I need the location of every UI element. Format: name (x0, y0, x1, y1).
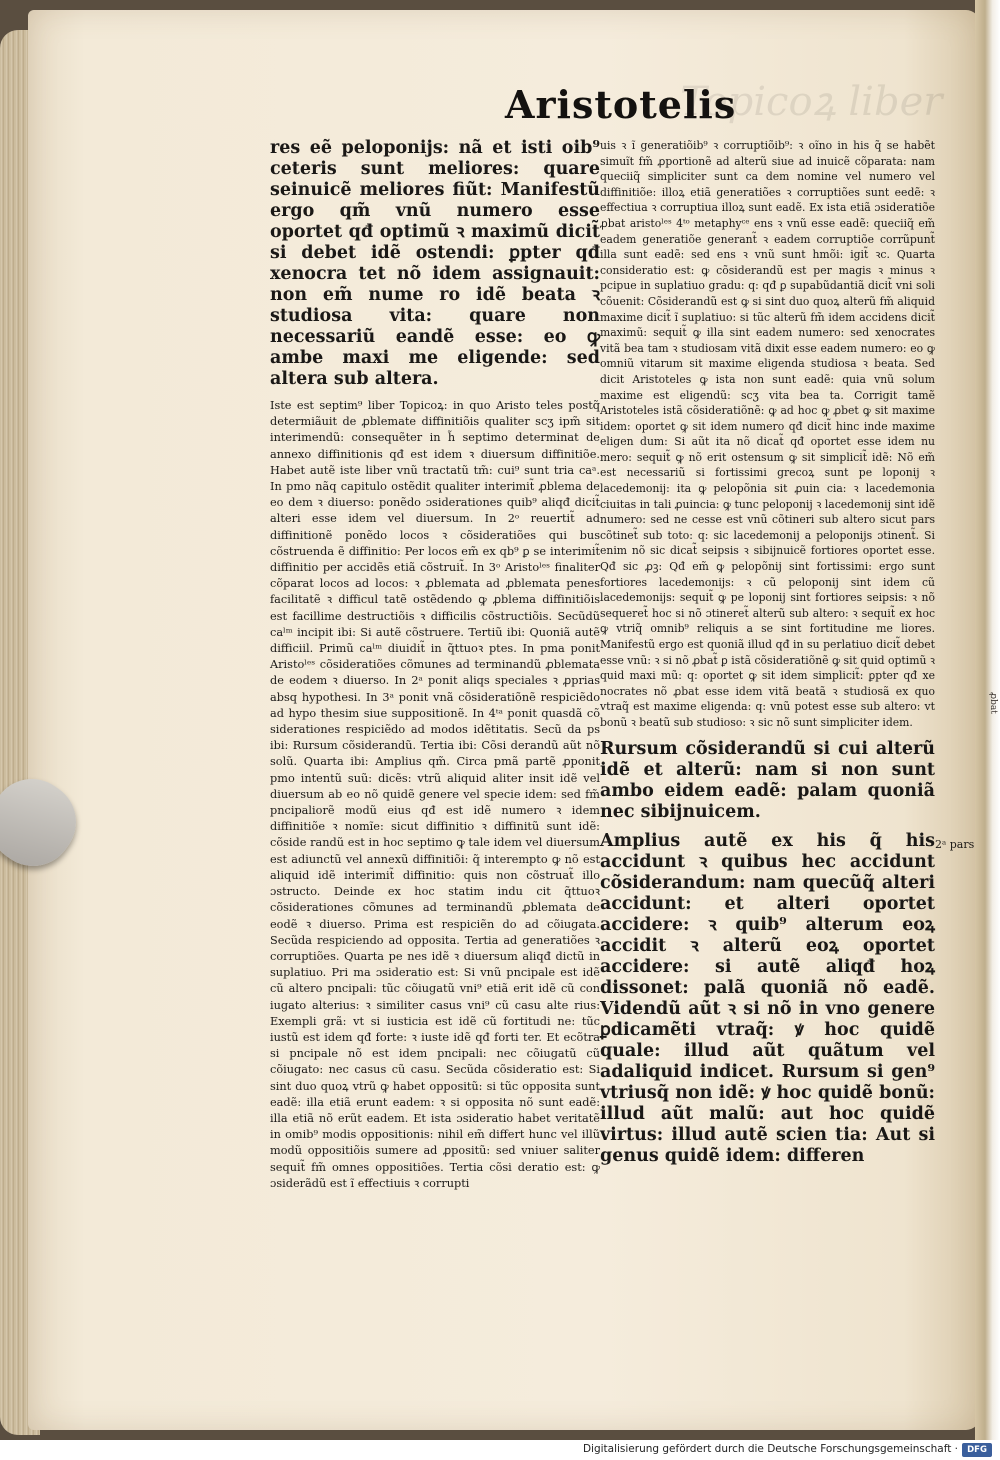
margin-fragment: ꝓbat (987, 692, 998, 714)
right-page-edge (975, 0, 1000, 1440)
show-through-text: Topicoꝝ liber (680, 79, 943, 125)
margin-note: 2ᵃ pars (935, 838, 975, 851)
left-column (270, 138, 600, 1200)
textus-paragraph: Amplius autẽ ex his q̃ his accidunt ꝛ quibus hec accidunt cõsiderandum: nam quecũq̃ alteri accidunt: et alteri oportet accidere: ꝛ quib⁹ alterum eoꝝ accidit ꝛ alterũ eoꝝ oportet accidere: si autẽ aliqđ hoꝝ dissonet: palã quoniã nõ eadẽ. Videndũ aũt ꝛ si nõ in vno genere ꝑdicamẽti vtraq̃: ꝟ hoc quidẽ quale: illud aũt quãtum vel adaliquid indicet. Rursum si gen⁹ vtriusq̃ non idẽ: ꝟ hoc quidẽ bonũ: illud aũt malũ: aut hoc quidẽ virtus: illud autẽ scien tia: Aut si genus quidẽ idem: differen (600, 830, 935, 1166)
funding-notice: Digitalisierung gefördert durch die Deutsche Forschungsgemeinschaft · (582, 1443, 958, 1455)
right-column (600, 138, 935, 1175)
commentary-paragraph: uis ꝛ ĩ generatiõib⁹ ꝛ corruptiõib⁹: ꝛ oĩno in his q̃ se habẽt simuĩt fm̃ ꝓportionẽ ad alterũ siue ad inuicẽ cõparata: nam queciiq̃ simpliciter sunt ca dem nomine vel numero vel diffinitiõe: illoꝝ etiã generatiões ꝛ corruptiões sunt eedẽ: ꝛ effectiua ꝛ corruptiua illoꝝ sunt eadẽ. Ex ista etiã ɔsideratiõe ꝓbat aristoˡᵉˢ 4ᵗᵒ metaphyᶜᵉ ens ꝛ vnũ esse eadẽ: queciiq̃ em̃ eadem generatiõe generant̃ ꝛ eadem corruptiõe corrũpunt̃ illa sunt eadẽ: sed ens ꝛ vnũ sunt hmõi: igit̃ ꝛc. Quarta consideratio est: ꝙ cõsiderandũ est per magis ꝛ minus ꝛ pcipue in suplatiuo gradu: q: qđ ꝑ supabũdantiã dicit̃ vni soli cõuenit: Cõsiderandũ est ꝙ si sint duo quoꝝ alterũ fm̃ aliquid maxime dicit̃ ĩ suplatiuo: si tũc alterũ fm̃ idem accidens dicit̃ maximũ: sequit̃ ꝙ illa sint eadem numero: sed xenocrates vitã bea tam ꝛ studiosam vitã dixit esse eadem numero: eo ꝙ omniũ vitarum sit maxime eligenda studiosa ꝛ beata. Sed dicit Aristoteles ꝙ ista non sunt eadẽ: quia vnũ solum maxime est eligendũ: scʒ vita bea ta. Corrigit tamẽ Aristoteles istã cõsideratiõnẽ: ꝙ ad hoc ꝙ ꝓbet ꝙ sit maxime idem: oportet ꝙ sit idem numero qđ dicit̃ hinc inde maxime eligen dum: Si aũt ita nõ dicat̃ qđ oportet esse idem nu mero: sequit̃ ꝙ nõ erit ostensum ꝙ sit simplicit̃ idẽ: Nõ em̃ est necessariũ si fortissimi grecoꝝ sunt pe loponij ꝛ lacedemonij: ita ꝙ pelopõnia sit ꝓuin cia: ꝛ lacedemonia ciuitas in tali ꝓuincia: ꝙ tunc peloponij ꝛ lacedemonij sint idẽ numero: sed ne cesse est vnũ cõtineri sub altero sicut pars cõtinet̃ sub toto: q: sic lacedemonij a peloponijs ɔtinent̃. Si enim nõ sic dicat̃ seipsis ꝛ sibijnuicẽ fortiores oportet esse. Qđ sic ꝓꝫ: Qđ em̃ ꝙ pelopõnij sint fortissimi: ergo sunt fortiores lacedemonijs: ꝛ cũ peloponij sint idem cũ lacedemonijs: sequit̃ ꝙ pe loponij sint fortiores seipsis: ꝛ nõ sequeret̃ hoc si nõ ɔtineret̃ alterũ sub altero: ꝛ sequit̃ ex hoc ꝙ vtriq̃ omnib⁹ reliquis a se sint fortitudine me liores. Manifestũ ergo est quoniã illud qđ in su perlatiuo dicit̃ debet esse vnũ: ꝛ si nõ ꝓbat̃ ꝑ istã cõsideratiõnẽ ꝙ sit quid optimũ ꝛ quid maxi mũ: q: oportet ꝙ sit idem simplicit̃: ꝑpter qđ xe nocrates nõ ꝓbat esse idem vitã beatã ꝛ studiosã ex quo vtraq̃ est maxime eligenda: q: vnũ potest esse sub altero: vt bonũ ꝛ beatũ sub studioso: ꝛ sic nõ sunt simpliciter idem. (600, 139, 935, 729)
footer (0, 1440, 1000, 1460)
running-head: Aristotelis (505, 82, 737, 127)
textus-paragraph: Rursum cõsiderandũ si cui alterũ idẽ et alterũ: nam si non sunt ambo eidem eadẽ: palam quoniã nec sibijnuicem. (600, 738, 935, 822)
dfg-logo: DFG (962, 1443, 992, 1457)
commentary-paragraph: Iste est septim⁹ liber Topicoꝝ: in quo Aristo teles postq̃ determiãuit de ꝓblemate diffinitiõis qualiter scʒ ipm̃ sit interimendũ: consequẽter in h̃ septimo determinat de annexo diffinitionis qđ est idem ꝛ diuersum diffinitiõe. Habet autẽ iste liber vnũ tractatũ tm̃: cui⁹ sunt tria caᵃ. In pmo nãq capitulo ostẽdit qualiter interimit̃ ꝓblema de eo dem ꝛ diuerso: ponẽdo ɔsiderationes quib⁹ aliqđ dicit̃ alteri esse idem vel diuersum. In 2ᵒ reuertit̃ ad diffinitionẽ ponẽdo locos ꝛ cõsideratiões qui bus cõstruenda ẽ diffinitio: Per locos em̃ ex qb⁹ ꝑ se interimit̃ diffinitio per accidẽs etiã cõstruit̃. In 3ᵒ Aristoˡᵉˢ finaliter cõparat locos ad locos: ꝛ ꝓblemata ad ꝓblemata penes facilitatẽ ꝛ difficul tatẽ ostẽdendo ꝙ ꝓblema diffinitiõis est facillime destructiõis ꝛ difficilis cõstructiõis. Secũdũ caˡᵐ incipit ibi: Si autẽ cõstruere. Tertiũ ibi: Quoniã autẽ difficiil. Primũ caˡᵐ diuidit̃ in q̃ttuoꝛ ptes. In pma ponit Aristoˡᵉˢ cõsideratiões cõmunes ad terminandũ ꝓblemata de eodem ꝛ diuerso. In 2ᵃ ponit aliqs speciales ꝛ ꝓprias absq hypothesi. In 3ᵃ ponit vnã cõsideratiõnẽ respiciẽdo ad hypo thesim siue suppositionẽ. In 4ᵗᵃ ponit quasdã cõ siderationes respiciẽdo ad modos idẽtitatis. Secũ da ps ibi: Rursum cõsiderandũ. Tertia ibi: Cõsi derandũ aũt nõ solũ. Quarta ibi: Amplius qm̃. Circa pmã partẽ ꝓponit pmo intentũ suũ: dicẽs: vtrũ aliquid aliter insit idẽ vel diuersum ab eo nõ quidẽ genere vel specie idem: sed fm̃ pncipaliorẽ modũ eius qđ est idẽ numero ꝛ idem diffinitiõe ꝛ nomĩe: sicut diffinitio ꝛ diffinitũ sunt idẽ: cõside randũ est in hoc septimo ꝙ tale idem vel diuersum est adiunctũ vel annexũ diffinitiõi: q̃ interempto ꝙ nõ est aliquid idẽ interimit̃ diffinitio: quis non cõstruat̃ illo ɔstructo. Deinde ex hoc statim indu cit q̃ttuoꝛ cõsiderationes cõmunes ad terminandũ ꝓblemata de eodẽ ꝛ diuerso. Prima est respiciẽn do ad cõiugata. Secũda respiciendo ad opposita. Tertia ad generatiões ꝛ corruptiões. Quarta pe nes idẽ ꝛ diuersum aliqđ dictũ in suplatiuo. Pri ma ɔsideratio est: Si vnũ pncipale est idẽ cũ altero pncipali: tũc cõiugatũ vni⁹ etiã erit idẽ cũ con iugato alterius: ꝛ similiter casus vni⁹ cũ casu alte rius: Exempli grã: vt si iusticia est idẽ cũ fortitudi ne: tũc iustũ est idem qđ forte: ꝛ iuste idẽ qđ forti ter. Et ecõtra si pncipale nõ est idem pncipali: nec cõiugatũ cũ cõiugato: nec casus cũ casu. Secũda cõsideratio est: Si sint duo quoꝝ vtrũ ꝙ habet oppositũ: si tũc opposita sunt eadẽ: illa etiã erunt eadem: ꝛ si opposita nõ sunt eadẽ: illa etiã nõ erũt eadem. Et ista ɔsideratio habet veritatẽ in omib⁹ modis oppositionis: nihil em̃ differt hunc vel illũ modũ oppositiõis sumere ad ꝓpositũ: sed vniuer saliter sequit̃ fm̃ omnes oppositiões. Tertia cõsi deratio est: ꝙ ɔsiderãdũ est ĩ effectiuis ꝛ corrupti (270, 399, 600, 1190)
textus-paragraph: res eẽ peloponijs: nã et isti oib⁹ ceteris sunt meliores: quare seinuicẽ meliores fiũt: Manifestũ ergo qm̃ vnũ numero esse oportet qđ optimũ ꝛ maximũ dicit̃ si debet idẽ ostendi: ꝑpter qđ xenocra tet nõ idem assignauit: non em̃ nume ro idẽ beata ꝛ studiosa vita: quare non necessariũ eandẽ esse: eo ꝙ ambe maxi me eligende: sed altera sub altera. (270, 138, 600, 389)
